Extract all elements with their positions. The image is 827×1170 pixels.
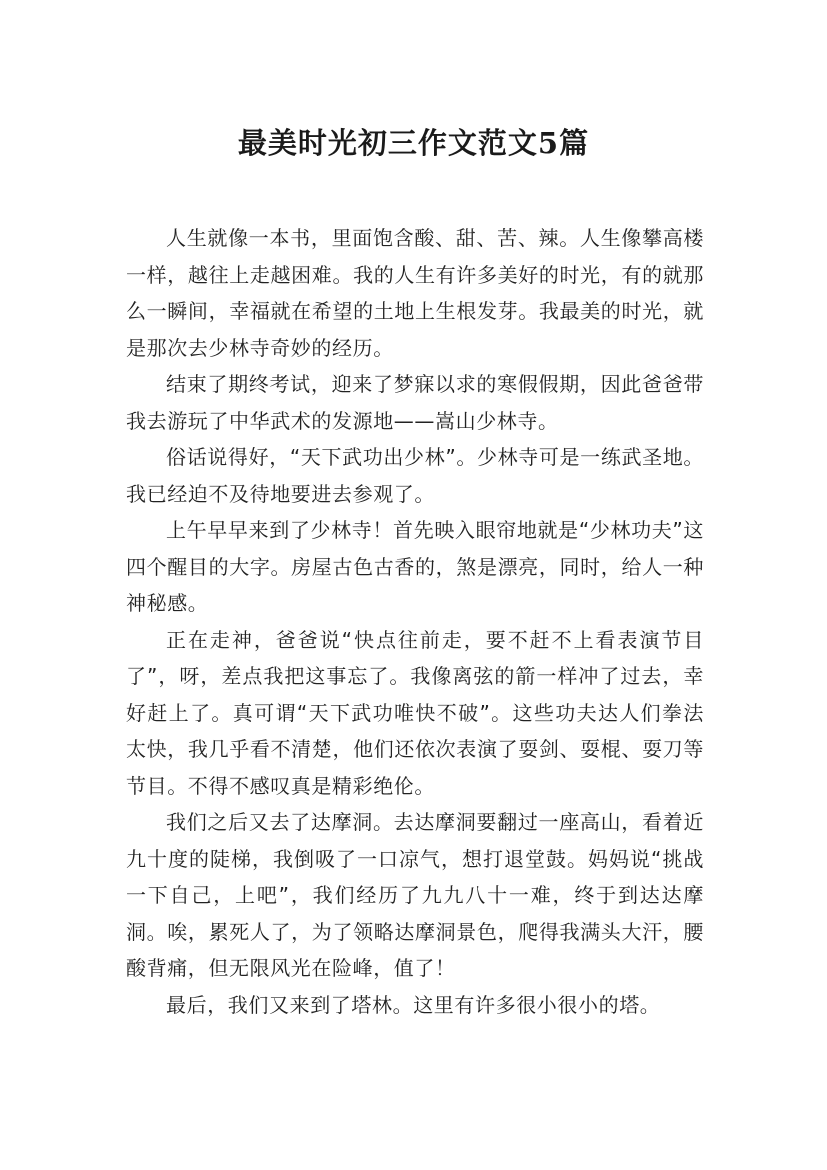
paragraph: 人生就像一本书，里面饱含酸、甜、苦、辣。人生像攀高楼一样，越往上走越困难。我的人生有许多美好的时光，有的就那么一瞬间，幸福就在希望的土地上生根发芽。我最美的时光，就是那次去少林寺奇妙的经历。 <box>126 226 704 360</box>
document-body <box>126 220 704 1023</box>
document-title: 最美时光初三作文范文5篇 <box>237 126 590 161</box>
paragraph: 最后，我们又来到了塔林。这里有许多很小很小的塔。 <box>166 992 661 1017</box>
paragraph: 结束了期终考试，迎来了梦寐以求的寒假假期，因此爸爸带我去游玩了中华武术的发源地——嵩山少林寺。 <box>126 372 704 433</box>
paragraph: 正在走神，爸爸说“快点往前走，要不赶不上看表演节目了”，呀，差点我把这事忘了。我像离弦的箭一样冲了过去，幸好赶上了。真可谓“天下武功唯快不破”。这些功夫达人们拳法太快，我几乎看不清楚，他们还依次表演了耍剑、耍棍、耍刀等节目。不得不感叹真是精彩绝伦。 <box>126 627 704 798</box>
paragraph: 上午早早来到了少林寺！首先映入眼帘地就是“少林功夫”这四个醒目的大字。房屋古色古香的，煞是漂亮，同时，给人一种神秘感。 <box>126 518 704 615</box>
paragraph: 俗话说得好，“天下武功出少林”。少林寺可是一练武圣地。我已经迫不及待地要进去参观了。 <box>126 445 704 506</box>
paragraph: 我们之后又去了达摩洞。去达摩洞要翻过一座高山，看着近九十度的陡梯，我倒吸了一口凉气，想打退堂鼓。妈妈说“挑战一下自己，上吧”，我们经历了九九八十一难，终于到达达摩洞。唉，累死人了，为了领略达摩洞景色，爬得我满头大汗，腰酸背痛，但无限风光在险峰，值了！ <box>126 810 704 980</box>
